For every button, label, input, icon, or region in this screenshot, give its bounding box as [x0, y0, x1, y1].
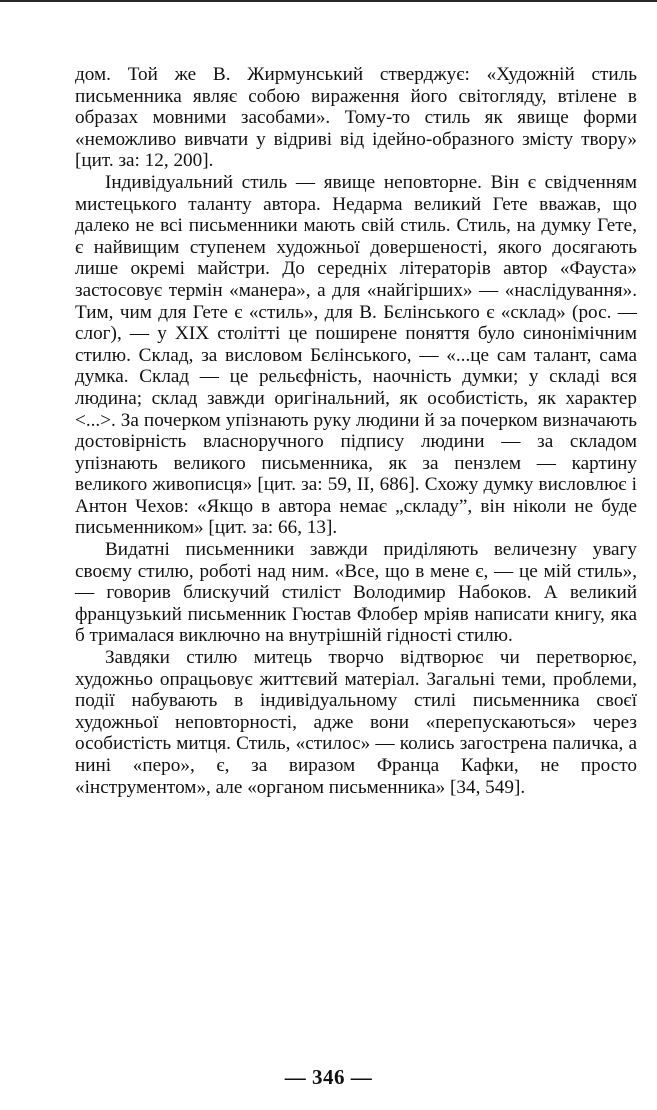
paragraph-1: дом. Той же В. Жирмунський стверджує: «Художній стиль письменника являє собою вираження його світогляду, втілене в образах мовними засобами». Тому-то стиль як явище форми «неможливо вивчати у відриві від ідейно-образного змісту твору» [цит. за: 12, 200]. [75, 64, 637, 172]
paragraph-4: Завдяки стилю митець творчо відтворює чи перетворює, художньо опрацьовує життєвий матеріал. Загальні теми, проблеми, події набувають в індивідуальному стилі письменника своєї художньої неповторності, адже вони «перепускаються» через особистість митця. Стиль, «стилос» — колись загострена паличка, а нині «перо», є, за виразом Франца Кафки, не просто «інструментом», але «органом письменника» [34, 549]. [75, 647, 637, 798]
body-text [75, 64, 637, 798]
paragraph-3: Видатні письменники завжди приділяють величезну увагу своєму стилю, роботі над ним. «Все, що в мене є, — це мій стиль», — говорив блискучий стиліст Володимир Набоков. А великий французький письменник Гюстав Флобер мріяв написати книгу, яка б трималася виключно на внутрішній гідності стилю. [75, 539, 637, 647]
paragraph-2: Індивідуальний стиль — явище неповторне. Він є свідченням мистецького таланту автора. Недарма великий Гете вважав, що далеко не всі письменники мають свій стиль. Стиль, на думку Гете, є найвищим ступенем художньої довершеності, якого досягають лише окремі майстри. До середніх літераторів автор «Фауста» застосовує термін «манера», а для «найгірших» — «наслідування». Тим, чим для Гете є «стиль», для В. Бєлінського є «склад» (рос. — слог), — у XIX столітті це поширене поняття було синонімічним стилю. Склад, за висловом Бєлінського, — «...це сам талант, сама думка. Склад — це рельєфність, наочність думки; у складі вся людина; склад завжди оригінальний, як особистість, як характер <...>. За почерком упізнають руку людини й за почерком визначають достовірність власноручного підпису людини — за складом упізнають великого письменника, як за пензлем — картину великого живописця» [цит. за: 59, II, 686]. Схожу думку висловлює і Антон Чехов: «Якщо в автора немає „складу”, він ніколи не буде письменником» [цит. за: 66, 13]. [75, 171, 637, 539]
top-rule [0, 0, 657, 2]
page-number: — 346 — [284, 1065, 373, 1089]
